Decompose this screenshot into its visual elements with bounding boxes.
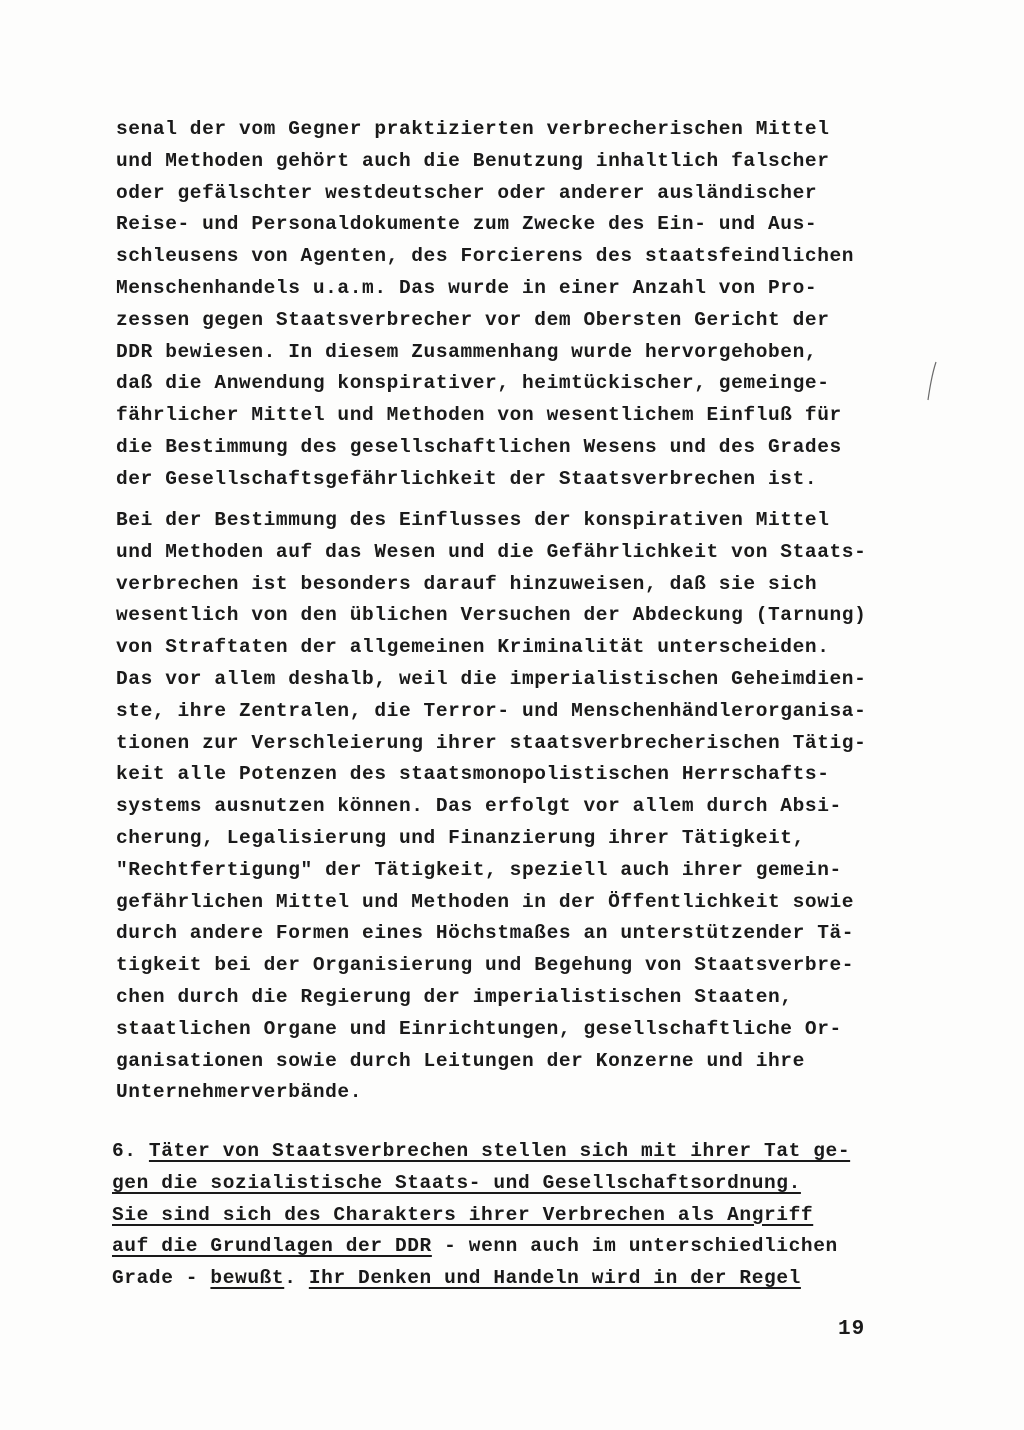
- text-line: der Gesellschaftsgefährlichkeit der Staatsverbrechen ist.: [116, 467, 818, 490]
- text-line: cherung, Legalisierung und Finanzierung ihrer Tätigkeit,: [116, 826, 805, 849]
- point-number: 6.: [112, 1140, 137, 1162]
- text-line: Reise- und Personaldokumente zum Zwecke des Ein- und Aus-: [116, 213, 818, 236]
- text-line: chen durch die Regierung der imperialistischen Staaten,: [116, 985, 793, 1008]
- text-line: "Rechtfertigung" der Tätigkeit, speziell auch ihrer gemein-: [116, 858, 842, 881]
- text-line: systems ausnutzen können. Das erfolgt vor allem durch Absi-: [116, 795, 842, 818]
- text-line: und Methoden auf das Wesen und die Gefährlichkeit von Staats-: [116, 540, 867, 563]
- paragraph-1: [116, 114, 906, 496]
- text-line: senal der vom Gegner praktizierten verbrecherischen Mittel: [116, 118, 830, 140]
- text-line: staatlichen Organe und Einrichtungen, gesellschaftliche Or-: [116, 1017, 842, 1040]
- underlined-text: Sie sind sich des Charakters ihrer Verbrechen als Angriff: [112, 1203, 814, 1226]
- text-line: oder gefälschter westdeutscher oder anderer ausländischer: [116, 181, 818, 204]
- text-line: zessen gegen Staatsverbrecher vor dem Obersten Gericht der: [116, 308, 830, 331]
- text-line: wesentlich von den üblichen Versuchen der Abdeckung (Tarnung): [116, 604, 867, 627]
- text-line: Das vor allem deshalb, weil die imperialistischen Geheimdien-: [116, 667, 867, 690]
- plain-text: - wenn auch im unterschiedlichen: [431, 1235, 838, 1258]
- text-line: die Bestimmung des gesellschaftlichen Wesens und des Grades: [116, 435, 842, 458]
- point-line: [112, 1168, 902, 1200]
- text-line: DDR bewiesen. In diesem Zusammenhang wurde hervorgehoben,: [116, 340, 818, 363]
- text-line: verbrechen ist besonders darauf hinzuweisen, daß sie sich: [116, 572, 818, 595]
- point-line: [112, 1200, 902, 1232]
- point-line: [112, 1231, 902, 1263]
- text-line: daß die Anwendung konspirativer, heimtückischer, gemeinge-: [116, 372, 830, 395]
- paragraph-2: [116, 505, 906, 1109]
- text-line: keit alle Potenzen des staatsmonopolistischen Herrschafts-: [116, 763, 830, 786]
- text-line: tionen zur Verschleierung ihrer staatsverbrecherischen Tätig-: [116, 731, 867, 754]
- text-line: schleusens von Agenten, des Forcierens des staatsfeindlichen: [116, 245, 855, 268]
- text-line: ganisationen sowie durch Leitungen der Konzerne und ihre: [116, 1049, 805, 1072]
- underlined-text: Ihr Denken und Handeln wird in der Regel: [308, 1267, 801, 1290]
- plain-text: Grade -: [112, 1267, 211, 1290]
- numbered-point-6: [112, 1136, 902, 1295]
- page-number: 19: [838, 1318, 866, 1341]
- margin-pencil-mark: [922, 360, 942, 402]
- underlined-text: gen die sozialistische Staats- und Gesellschaftsordnung.: [112, 1171, 801, 1194]
- text-line: ste, ihre Zentralen, die Terror- und Menschenhändlerorganisa-: [116, 699, 867, 722]
- text-line: Unternehmerverbände.: [116, 1081, 363, 1104]
- text-line: tigkeit bei der Organisierung und Begehung von Staatsverbre-: [116, 954, 855, 977]
- point-line: [112, 1263, 902, 1295]
- text-line: fährlicher Mittel und Methoden von wesentlichem Einfluß für: [116, 404, 842, 427]
- text-line: und Methoden gehört auch die Benutzung inhaltlich falscher: [116, 149, 830, 172]
- text-line: von Straftaten der allgemeinen Kriminalität unterscheiden.: [116, 636, 830, 659]
- text-line: durch andere Formen eines Höchstmaßes an unterstützender Tä-: [116, 922, 855, 945]
- text-line: gefährlichen Mittel und Methoden in der Öffentlichkeit sowie: [116, 890, 855, 913]
- point-line: [112, 1136, 902, 1168]
- text-line: Bei der Bestimmung des Einflusses der konspirativen Mittel: [116, 509, 830, 531]
- underlined-text: bewußt: [210, 1267, 285, 1290]
- text-line: Menschenhandels u.a.m. Das wurde in einer Anzahl von Pro-: [116, 276, 818, 299]
- underlined-text: auf die Grundlagen der DDR: [112, 1235, 432, 1258]
- underlined-text: Täter von Staatsverbrechen stellen sich mit ihrer Tat ge-: [148, 1140, 851, 1162]
- plain-text: .: [284, 1267, 309, 1290]
